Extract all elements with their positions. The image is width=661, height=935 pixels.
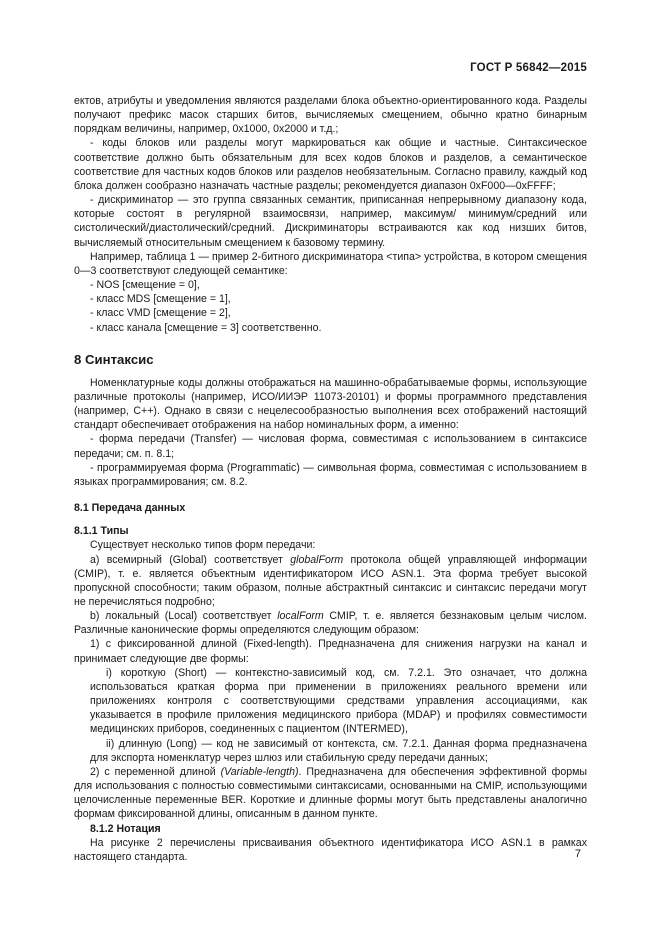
paragraph: - дискриминатор — это группа связанных семантик, приписанная непрерывному диапазону кода, которые состоят в регулярной взаимосвязи, например, максимум/ минимум/средний или систолический/диастолический/средний. Дискриминаторы встраиваются как код низших битов, вычисляемый относительным смещением к базовому термину. <box>74 194 587 249</box>
paragraph: - программируемая форма (Programmatic) — символьная форма, совместимая с использованием в языках программирования; см. 8.2. <box>74 461 587 488</box>
paragraph: Например, таблица 1 — пример 2-битного дискриминатора <типа> устройства, в котором смещения 0—3 соответствуют следующей семантике: <box>74 250 587 277</box>
paragraph: 1) с фиксированной длиной (Fixed-length). Предназначена для снижения нагрузки на канал и принимает следующие две формы: <box>74 638 587 665</box>
paragraph: - коды блоков или разделы могут маркироваться как общие и частные. Синтаксическое соответствие должно быть обязательным для всех кодов блоков и разделов, а семантическое соответствие для частных кодов блоков или разделов необязательным. Согласно правилу, каждый код блока должен сообразно назначать частные разделы; рекомендуется диапазон 0xF000—0xFFFF; <box>74 137 587 192</box>
list-item: - класс MDS [смещение = 1], <box>90 293 231 306</box>
subsection-heading-8-1: 8.1 Передача данных <box>74 502 186 515</box>
list-item: - NOS [смещение = 0], <box>90 279 200 292</box>
list-item: - класс VMD [смещение = 2], <box>90 307 231 320</box>
document-id-header: ГОСТ Р 56842—2015 <box>470 62 587 74</box>
variable-length-term: (Variable-length) <box>220 765 299 778</box>
section-heading-8: 8 Синтаксис <box>74 351 154 367</box>
paragraph: b) локальный (Local) соответствует localForm CMIP, т. е. является беззнаковым целым числом. Различные канонические формы определяются следующим образом: <box>74 610 587 637</box>
paragraph: Номенклатурные коды должны отображаться на машинно-обрабатываемые формы, использующие различные протоколы (например, ИСО/ИИЭР 11073-20101) и формы программного представления (например, С++). Однако в связи с нецелесообразностью выполнения всех отображений настоящий стандарт обеспечивает отображения на набор номинальных форм, а именно: <box>74 376 587 432</box>
paragraph: Существует несколько типов форм передачи: <box>90 539 316 552</box>
subsection-heading-8-1-1: 8.1.1 Типы <box>74 525 129 538</box>
discriminator-list <box>90 278 587 335</box>
paragraph: ii) длинную (Long) — код не зависимый от контекста, см. 7.2.1. Данная форма предназначена для экспорта номенклатур через шлюз или стабильную среду передачи данных; <box>90 737 587 764</box>
paragraph: а) всемирный (Global) соответствует globalForm протокола общей управляющей информации (CMIP), т. е. является объектным идентификатором ИСО ASN.1. Эта форма требует высокой пропускной способности; таким образом, полные абстрактный синтаксис и синтаксис передачи могут не перечисляться подробно; <box>74 553 587 608</box>
local-form-term: localForm <box>277 610 324 623</box>
paragraph: На рисунке 2 перечислены присваивания объектного идентификатора ИСО ASN.1 в рамках настоящего стандарта. <box>74 836 587 863</box>
list-item: - класс канала [смещение = 3] соответственно. <box>90 321 322 334</box>
subsection-heading-8-1-2: 8.1.2 Нотация <box>90 822 161 835</box>
paragraph: - форма передачи (Transfer) — числовая форма, совместимая с использованием в синтаксисе передачи; см. п. 8.1; <box>74 433 587 460</box>
paragraph: 2) с переменной длиной (Variable-length). Предназначена для обеспечения эффективной формы для использования с полностью совместимыми синтаксисами, основанными на CMIP, использующими целочисленные переменные BER. Короткие и длинные формы могут быть представлены аналогично формам фиксированной длины, описанным в данном пункте. <box>74 765 587 821</box>
paragraph: i) короткую (Short) — контекстно-зависимый код, см. 7.2.1. Это означает, что должна использоваться краткая форма при применении в приложениях реального времени или приложениях контроля с соответствующими средствами управления ассоциациями, как указывается в профиле приложения медицинского прибора (MDAP) и профилях совместимости медицинских приборов, соединенных с пациентом (INTERMED), <box>90 666 587 736</box>
page-number: 7 <box>574 848 581 860</box>
paragraph: ектов, атрибуты и уведомления являются разделами блока объектно-ориентированного кода. Разделы получают префикс масок старших битов, вычисляемых смещением, обычно кратно бинарным порядкам величины, например, 0x1000, 0x2000 и т.д.; <box>74 95 587 136</box>
document-body <box>74 94 587 864</box>
global-form-term: globalForm <box>290 553 344 566</box>
